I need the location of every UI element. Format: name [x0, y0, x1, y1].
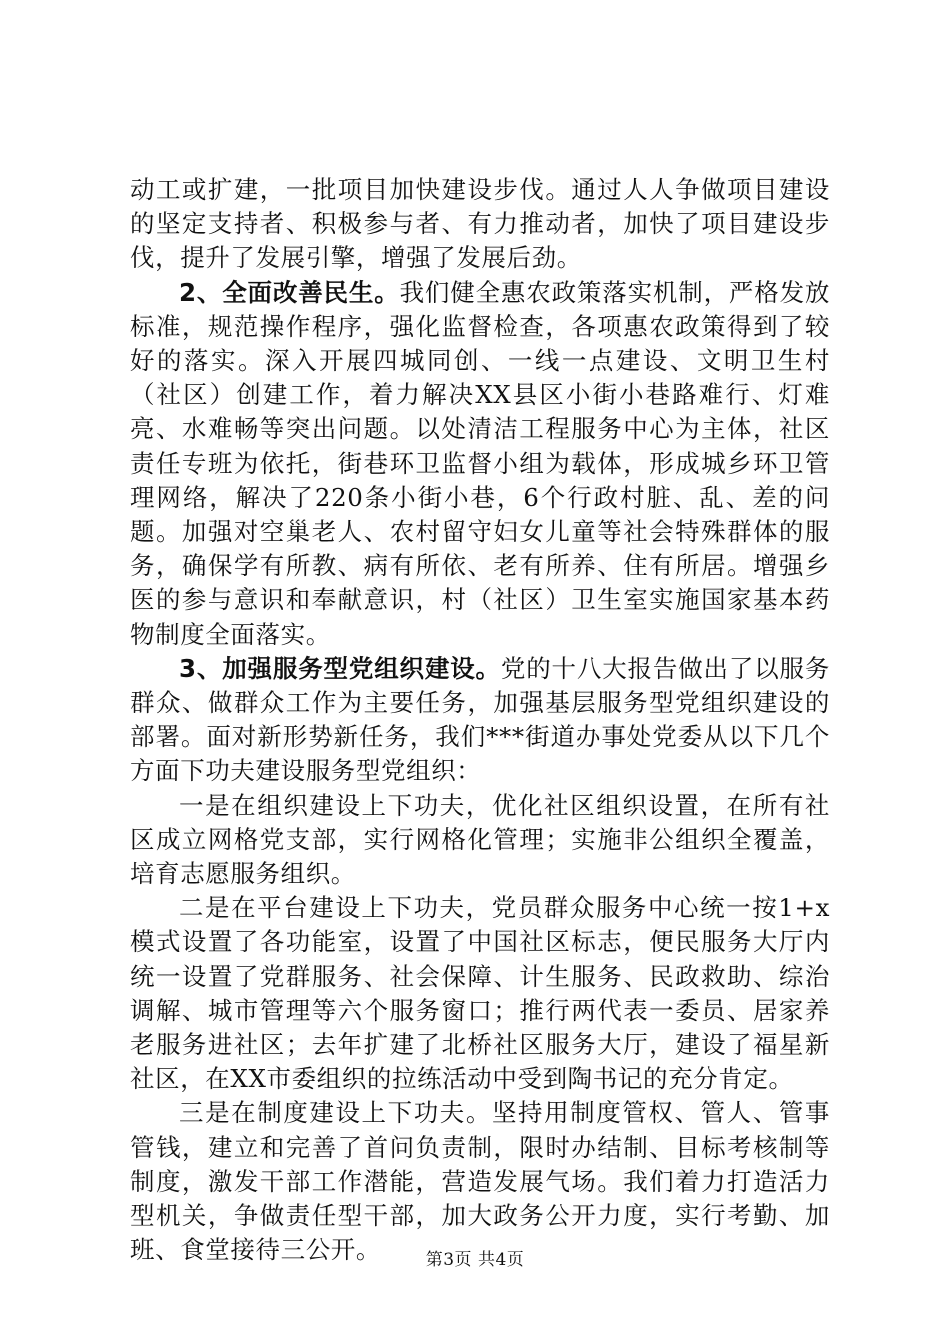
paragraph-organization	[130, 789, 830, 892]
paragraph-party-building	[130, 652, 830, 789]
paragraph-text: 三是在制度建设上下功夫。坚持用制度管权、管人、管事管钱，建立和完善了首问负责制，限时办结制、目标考核制等制度，激发干部工作潜能，营造发展气场。我们着力打造活力型机关，争做责任型干部，加大政务公开力度，实行考勤、加班、食堂接待三公开。	[130, 1098, 830, 1265]
paragraph-text: 二是在平台建设上下功夫，党员群众服务中心统一按1+x模式设置了各功能室，设置了中国社区标志，便民服务大厅内统一设置了党群服务、社会保障、计生服务、民政救助、综治调解、城市管理等六个服务窗口；推行两代表一委员、居家养老服务进社区；去年扩建了北桥社区服务大厅，建设了福星新社区，在XX市委组织的拉练活动中受到陶书记的充分肯定。	[130, 893, 830, 1094]
paragraph-text: 动工或扩建，一批项目加快建设步伐。通过人人争做项目建设的坚定支持者、积极参与者、有力推动者，加快了项目建设步伐，提升了发展引擎，增强了发展后劲。	[130, 175, 830, 273]
page-number-footer: 第3页 共4页	[425, 1250, 525, 1270]
paragraph-text: 我们健全惠农政策落实机制，严格发放标准，规范操作程序，强化监督检查，各项惠农政策得到了较好的落实。深入开展四城同创、一线一点建设、文明卫生村（社区）创建工作，着力解决XX县区小街小巷路难行、灯难亮、水难畅等突出问题。以处清洁工程服务中心为主体，社区责任专班为依托，街巷环卫监督小组为载体，形成城乡环卫管理网络，解决了220条小街小巷，6个行政村脏、乱、差的问题。加强对空巢老人、农村留守妇女儿童等社会特殊群体的服务，确保学有所教、病有所依、老有所养、住有所居。增强乡医的参与意识和奉献意识，村（社区）卫生室实施国家基本药物制度全面落实。	[130, 277, 831, 649]
document-body	[130, 173, 830, 1268]
paragraph-platform	[130, 891, 830, 1096]
paragraph-text: 一是在组织建设上下功夫，优化社区组织设置，在所有社区成立网格党支部，实行网格化管理；实施非公组织全覆盖，培育志愿服务组织。	[130, 790, 830, 889]
paragraph-text: 党的十八大报告做出了以服务群众、做群众工作为主要任务，加强基层服务型党组织建设的部署。面对新形势新任务，我们***街道办事处党委从以下几个方面下功夫建设服务型党组织：	[130, 653, 830, 786]
section-heading-livelihood: 2、全面改善民生。	[179, 277, 400, 307]
section-heading-party-building: 3、加强服务型党组织建设。	[179, 653, 501, 683]
paragraph-system	[130, 1096, 830, 1267]
paragraph-livelihood	[130, 276, 830, 652]
paragraph-continuation	[130, 173, 830, 276]
